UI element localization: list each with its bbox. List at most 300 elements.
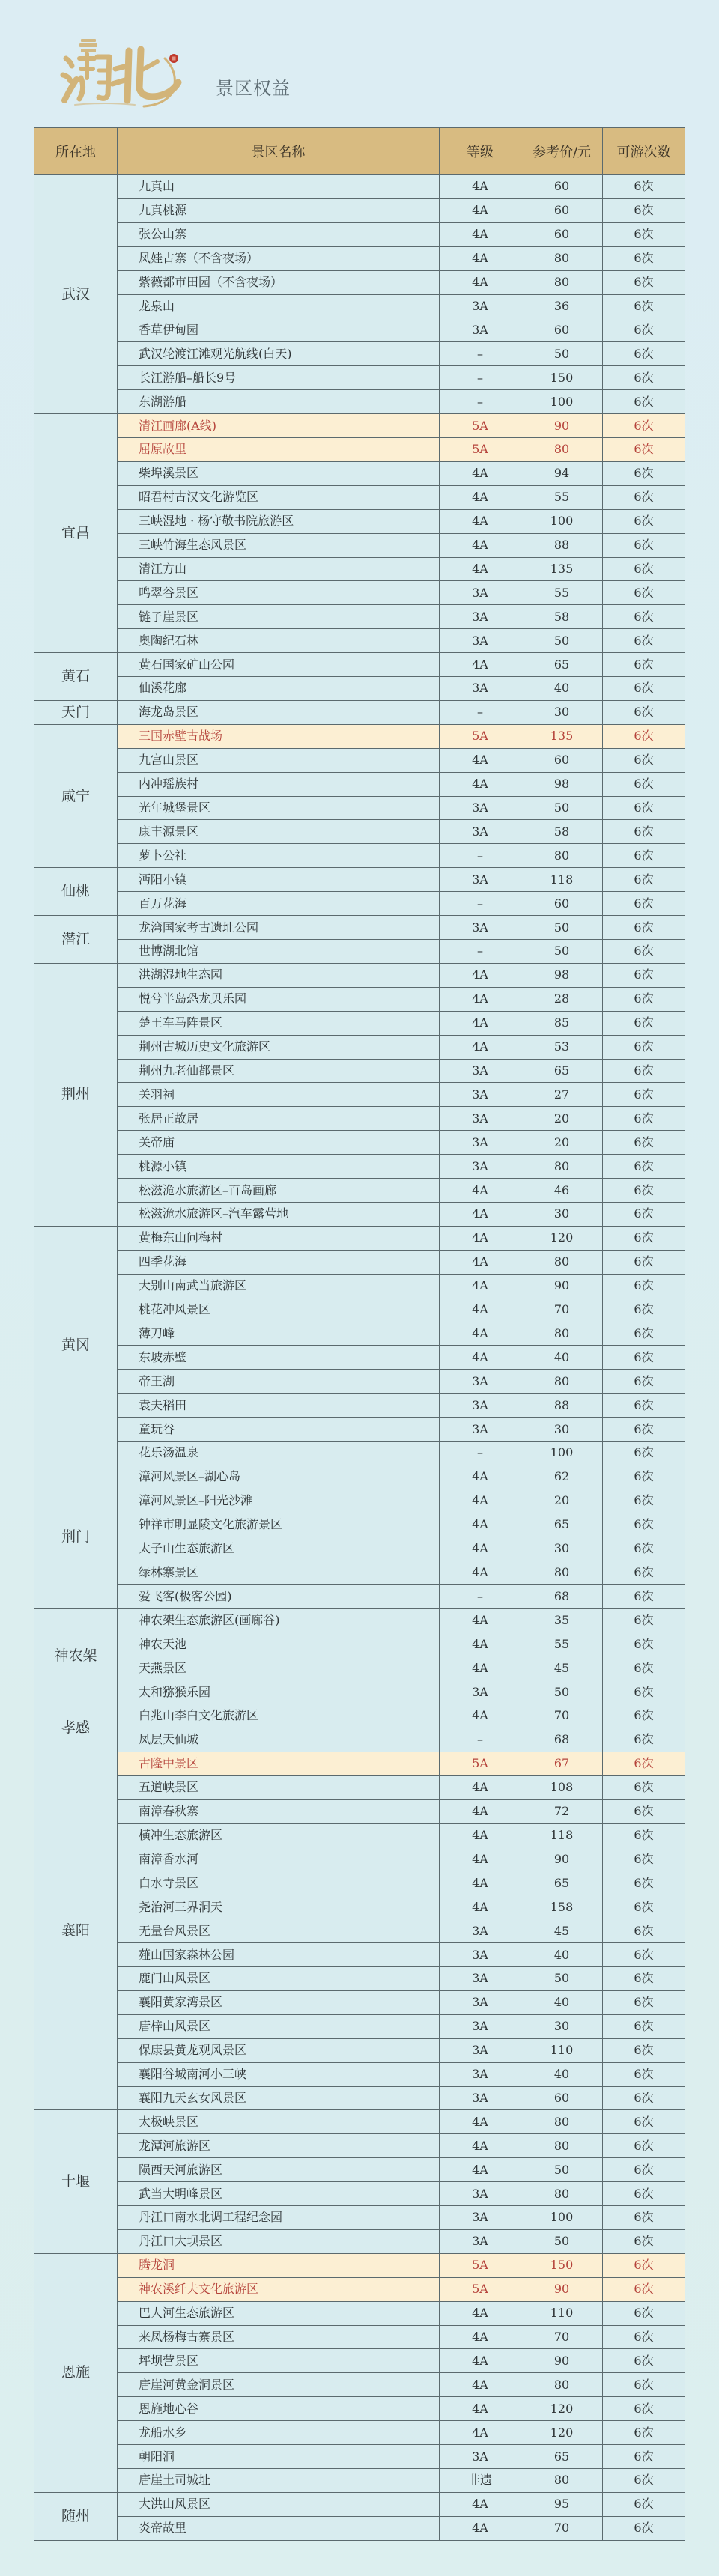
- visit-count-cell: 6次: [603, 2253, 685, 2277]
- scenic-name-cell: 天燕景区: [118, 1656, 440, 1680]
- level-cell: 3A: [440, 868, 521, 892]
- price-cell: 50: [521, 2229, 603, 2253]
- level-cell: 4A: [440, 1871, 521, 1895]
- visit-count-cell: 6次: [603, 509, 685, 533]
- level-cell: 4A: [440, 2397, 521, 2421]
- level-cell: 4A: [440, 653, 521, 677]
- scenic-name-cell: 黄石国家矿山公园: [118, 653, 440, 677]
- price-cell: 40: [521, 1990, 603, 2014]
- table-row: [34, 2134, 685, 2158]
- level-cell: 4A: [440, 1465, 521, 1489]
- table-row: [34, 868, 685, 892]
- price-cell: 50: [521, 1680, 603, 1704]
- visit-count-cell: 6次: [603, 1035, 685, 1059]
- price-cell: 65: [521, 2445, 603, 2469]
- scenic-name-cell: 神农天池: [118, 1632, 440, 1656]
- level-cell: –: [440, 1585, 521, 1609]
- level-cell: 3A: [440, 1131, 521, 1155]
- scenic-name-cell: 大洪山风景区: [118, 2492, 440, 2516]
- table-row: [34, 461, 685, 485]
- visit-count-cell: 6次: [603, 2038, 685, 2062]
- price-cell: 50: [521, 796, 603, 820]
- scenic-name-cell: 武当大明峰景区: [118, 2182, 440, 2206]
- price-cell: 80: [521, 1322, 603, 1346]
- price-cell: 94: [521, 461, 603, 485]
- price-cell: 30: [521, 2014, 603, 2038]
- level-cell: 3A: [440, 294, 521, 318]
- price-cell: 118: [521, 868, 603, 892]
- scenic-name-cell: 五道峡景区: [118, 1775, 440, 1799]
- visit-count-cell: 6次: [603, 1966, 685, 1990]
- hubei-calligraphy-logo: [60, 36, 207, 108]
- table-row: [34, 1322, 685, 1346]
- level-cell: 4A: [440, 1346, 521, 1370]
- table-row: [34, 1847, 685, 1871]
- level-cell: 4A: [440, 1298, 521, 1322]
- table-row: [34, 270, 685, 294]
- scenic-name-cell: 炎帝故里: [118, 2516, 440, 2540]
- table-row: [34, 1489, 685, 1513]
- visit-count-cell: 6次: [603, 653, 685, 677]
- price-cell: 50: [521, 916, 603, 940]
- level-cell: 4A: [440, 1775, 521, 1799]
- visit-count-cell: 6次: [603, 748, 685, 772]
- price-cell: 60: [521, 892, 603, 916]
- price-cell: 80: [521, 270, 603, 294]
- scenic-name-cell: 鸣翠谷景区: [118, 581, 440, 605]
- visit-count-cell: 6次: [603, 1775, 685, 1799]
- visit-count-cell: 6次: [603, 1728, 685, 1752]
- price-cell: 135: [521, 724, 603, 748]
- level-cell: 4A: [440, 557, 521, 581]
- scenic-name-cell: 东坡赤壁: [118, 1346, 440, 1370]
- scenic-name-cell: 张公山寨: [118, 222, 440, 246]
- scenic-name-cell: 悦兮半岛恐龙贝乐园: [118, 987, 440, 1011]
- level-cell: 3A: [440, 1370, 521, 1394]
- visit-count-cell: 6次: [603, 2206, 685, 2230]
- table-row: [34, 414, 685, 438]
- scenic-name-cell: 三峡湿地 · 杨守敬书院旅游区: [118, 509, 440, 533]
- scenic-name-cell: 屈原故里: [118, 437, 440, 461]
- price-cell: 135: [521, 557, 603, 581]
- scenic-name-cell: 紫薇都市田园（不含夜场）: [118, 270, 440, 294]
- level-cell: –: [440, 700, 521, 724]
- table-row: [34, 2253, 685, 2277]
- visit-count-cell: 6次: [603, 1919, 685, 1943]
- visit-count-cell: 6次: [603, 1442, 685, 1465]
- table-row: [34, 1585, 685, 1609]
- scenic-name-cell: 爱飞客(极客公园): [118, 1585, 440, 1609]
- price-cell: 60: [521, 2086, 603, 2110]
- scenic-name-cell: 巴人河生态旅游区: [118, 2301, 440, 2325]
- visit-count-cell: 6次: [603, 1632, 685, 1656]
- table-row: [34, 2206, 685, 2230]
- table-row: [34, 748, 685, 772]
- visit-count-cell: 6次: [603, 390, 685, 414]
- table-row: [34, 1561, 685, 1585]
- visit-count-cell: 6次: [603, 963, 685, 987]
- visit-count-cell: 6次: [603, 1823, 685, 1847]
- table-row: [34, 2421, 685, 2445]
- visit-count-cell: 6次: [603, 533, 685, 557]
- level-cell: –: [440, 366, 521, 390]
- table-row: [34, 1609, 685, 1632]
- visit-count-cell: 6次: [603, 1895, 685, 1919]
- table-row: [34, 820, 685, 844]
- visit-count-cell: 6次: [603, 796, 685, 820]
- level-cell: 4A: [440, 1489, 521, 1513]
- visit-count-cell: 6次: [603, 1250, 685, 1274]
- price-cell: 80: [521, 1370, 603, 1394]
- table-row: [34, 1752, 685, 1775]
- scenic-name-cell: 丹江口南水北调工程纪念园: [118, 2206, 440, 2230]
- price-cell: 120: [521, 2397, 603, 2421]
- table-row: [34, 1799, 685, 1823]
- price-cell: 98: [521, 963, 603, 987]
- table-row: [34, 700, 685, 724]
- table-row: [34, 1465, 685, 1489]
- level-cell: 4A: [440, 1035, 521, 1059]
- table-row: [34, 1202, 685, 1226]
- visit-count-cell: 6次: [603, 2397, 685, 2421]
- price-cell: 90: [521, 1274, 603, 1298]
- scenic-name-cell: 南漳春秋寨: [118, 1799, 440, 1823]
- level-cell: 5A: [440, 414, 521, 438]
- location-cell: 荆门: [34, 1465, 118, 1608]
- level-cell: 4A: [440, 963, 521, 987]
- price-cell: 80: [521, 2110, 603, 2134]
- level-cell: 3A: [440, 1394, 521, 1418]
- table-row: [34, 1226, 685, 1250]
- column-header-name: 景区名称: [118, 128, 440, 175]
- price-cell: 50: [521, 2158, 603, 2182]
- visit-count-cell: 6次: [603, 294, 685, 318]
- scenic-name-cell: 帝王湖: [118, 1370, 440, 1394]
- table-row: [34, 2373, 685, 2397]
- price-cell: 85: [521, 1011, 603, 1035]
- table-row: [34, 2229, 685, 2253]
- level-cell: 4A: [440, 1632, 521, 1656]
- visit-count-cell: 6次: [603, 1179, 685, 1203]
- scenic-name-cell: 薄刀峰: [118, 1322, 440, 1346]
- level-cell: 4A: [440, 2516, 521, 2540]
- visit-count-cell: 6次: [603, 2373, 685, 2397]
- visit-count-cell: 6次: [603, 2277, 685, 2301]
- table-row: [34, 796, 685, 820]
- table-row: [34, 2110, 685, 2134]
- price-cell: 30: [521, 1418, 603, 1442]
- price-cell: 40: [521, 1943, 603, 1967]
- scenic-name-cell: 钟祥市明显陵文化旅游景区: [118, 1513, 440, 1537]
- visit-count-cell: 6次: [603, 1799, 685, 1823]
- price-cell: 98: [521, 772, 603, 796]
- visit-count-cell: 6次: [603, 916, 685, 940]
- level-cell: 4A: [440, 461, 521, 485]
- price-cell: 65: [521, 1513, 603, 1537]
- scenic-name-cell: 陨西天河旅游区: [118, 2158, 440, 2182]
- price-cell: 118: [521, 1823, 603, 1847]
- scenic-name-cell: 仙溪花廊: [118, 677, 440, 701]
- visit-count-cell: 6次: [603, 175, 685, 199]
- scenic-name-cell: 昭君村古汉文化游览区: [118, 485, 440, 509]
- location-cell: 潜江: [34, 916, 118, 964]
- price-cell: 58: [521, 820, 603, 844]
- level-cell: 4A: [440, 246, 521, 270]
- visit-count-cell: 6次: [603, 2158, 685, 2182]
- scenic-name-cell: 楚王车马阵景区: [118, 1011, 440, 1035]
- visit-count-cell: 6次: [603, 940, 685, 964]
- location-cell: 随州: [34, 2492, 118, 2540]
- price-cell: 100: [521, 390, 603, 414]
- table-row: [34, 509, 685, 533]
- table-row: [34, 1919, 685, 1943]
- scenic-name-cell: 萝卜公社: [118, 844, 440, 868]
- table-row: [34, 366, 685, 390]
- table-row: [34, 1537, 685, 1561]
- scenic-name-cell: 光年城堡景区: [118, 796, 440, 820]
- level-cell: 4A: [440, 1250, 521, 1274]
- table-row: [34, 1442, 685, 1465]
- level-cell: 4A: [440, 1656, 521, 1680]
- visit-count-cell: 6次: [603, 342, 685, 366]
- table-row: [34, 1823, 685, 1847]
- scenic-name-cell: 恩施地心谷: [118, 2397, 440, 2421]
- price-cell: 68: [521, 1728, 603, 1752]
- table-row: [34, 2277, 685, 2301]
- price-cell: 60: [521, 175, 603, 199]
- visit-count-cell: 6次: [603, 2086, 685, 2110]
- visit-count-cell: 6次: [603, 1274, 685, 1298]
- scenic-name-cell: 荆州古城历史文化旅游区: [118, 1035, 440, 1059]
- level-cell: 3A: [440, 581, 521, 605]
- level-cell: 非遗: [440, 2469, 521, 2493]
- level-cell: 5A: [440, 724, 521, 748]
- visit-count-cell: 6次: [603, 1155, 685, 1179]
- table-row: [34, 581, 685, 605]
- table-row: [34, 198, 685, 222]
- location-cell: 十堰: [34, 2110, 118, 2253]
- scenic-name-cell: 漳河风景区–湖心岛: [118, 1465, 440, 1489]
- price-cell: 55: [521, 1632, 603, 1656]
- scenic-name-cell: 鹿门山风景区: [118, 1966, 440, 1990]
- visit-count-cell: 6次: [603, 1990, 685, 2014]
- scenic-name-cell: 凤层天仙城: [118, 1728, 440, 1752]
- visit-count-cell: 6次: [603, 1394, 685, 1418]
- location-cell: 孝感: [34, 1704, 118, 1752]
- table-row: [34, 2301, 685, 2325]
- level-cell: 4A: [440, 2134, 521, 2158]
- visit-count-cell: 6次: [603, 1131, 685, 1155]
- table-header: [34, 128, 685, 175]
- level-cell: 4A: [440, 2301, 521, 2325]
- visit-count-cell: 6次: [603, 581, 685, 605]
- scenic-name-cell: 襄阳谷城南河小三峡: [118, 2062, 440, 2086]
- scenic-name-cell: 桃源小镇: [118, 1155, 440, 1179]
- table-row: [34, 1632, 685, 1656]
- price-cell: 28: [521, 987, 603, 1011]
- table-row: [34, 1131, 685, 1155]
- table-row: [34, 987, 685, 1011]
- table-row: [34, 1155, 685, 1179]
- table-row: [34, 1728, 685, 1752]
- table-row: [34, 1656, 685, 1680]
- price-cell: 35: [521, 1609, 603, 1632]
- visit-count-cell: 6次: [603, 868, 685, 892]
- price-cell: 80: [521, 1155, 603, 1179]
- table-row: [34, 1083, 685, 1107]
- price-cell: 55: [521, 485, 603, 509]
- scenic-name-cell: 腾龙洞: [118, 2253, 440, 2277]
- location-cell: 荆州: [34, 963, 118, 1226]
- scenic-name-cell: 白水寺景区: [118, 1871, 440, 1895]
- table-row: [34, 1680, 685, 1704]
- table-row: [34, 2492, 685, 2516]
- level-cell: 4A: [440, 485, 521, 509]
- visit-count-cell: 6次: [603, 2110, 685, 2134]
- visit-count-cell: 6次: [603, 677, 685, 701]
- price-cell: 70: [521, 1704, 603, 1728]
- level-cell: 4A: [440, 1226, 521, 1250]
- table-row: [34, 1035, 685, 1059]
- price-cell: 120: [521, 1226, 603, 1250]
- price-cell: 40: [521, 677, 603, 701]
- scenic-name-cell: 三国赤壁古战场: [118, 724, 440, 748]
- table-row: [34, 1775, 685, 1799]
- scenic-name-cell: 关帝庙: [118, 1131, 440, 1155]
- visit-count-cell: 6次: [603, 1059, 685, 1083]
- table-row: [34, 2062, 685, 2086]
- price-cell: 88: [521, 533, 603, 557]
- visit-count-cell: 6次: [603, 1609, 685, 1632]
- table-row: [34, 2158, 685, 2182]
- scenic-name-cell: 关羽祠: [118, 1083, 440, 1107]
- scenic-name-cell: 花乐汤温泉: [118, 1442, 440, 1465]
- column-header-location: 所在地: [34, 128, 118, 175]
- visit-count-cell: 6次: [603, 1537, 685, 1561]
- price-cell: 150: [521, 366, 603, 390]
- visit-count-cell: 6次: [603, 1489, 685, 1513]
- scenic-name-cell: 来凤杨梅古寨景区: [118, 2325, 440, 2349]
- visit-count-cell: 6次: [603, 987, 685, 1011]
- visit-count-cell: 6次: [603, 2349, 685, 2373]
- location-cell: 咸宁: [34, 724, 118, 867]
- price-cell: 80: [521, 1561, 603, 1585]
- table-row: [34, 1418, 685, 1442]
- level-cell: 3A: [440, 1680, 521, 1704]
- column-header-level: 等级: [440, 128, 521, 175]
- level-cell: 3A: [440, 1966, 521, 1990]
- scenic-name-cell: 大别山南武当旅游区: [118, 1274, 440, 1298]
- price-cell: 100: [521, 1442, 603, 1465]
- level-cell: 4A: [440, 772, 521, 796]
- visit-count-cell: 6次: [603, 1465, 685, 1489]
- scenic-name-cell: 唐崖河黄金洞景区: [118, 2373, 440, 2397]
- scenic-name-cell: 龙泉山: [118, 294, 440, 318]
- level-cell: 3A: [440, 2206, 521, 2230]
- scenic-name-cell: 唐梓山风景区: [118, 2014, 440, 2038]
- table-row: [34, 2469, 685, 2493]
- level-cell: 3A: [440, 1107, 521, 1131]
- table-row: [34, 1011, 685, 1035]
- price-cell: 108: [521, 1775, 603, 1799]
- level-cell: 4A: [440, 1704, 521, 1728]
- level-cell: 3A: [440, 1919, 521, 1943]
- table-row: [34, 1107, 685, 1131]
- table-row: [34, 246, 685, 270]
- price-cell: 50: [521, 940, 603, 964]
- price-cell: 20: [521, 1131, 603, 1155]
- price-cell: 45: [521, 1656, 603, 1680]
- price-cell: 80: [521, 437, 603, 461]
- level-cell: 4A: [440, 1895, 521, 1919]
- column-header-count: 可游次数: [603, 128, 685, 175]
- scenic-name-cell: 张居正故居: [118, 1107, 440, 1131]
- visit-count-cell: 6次: [603, 1680, 685, 1704]
- price-cell: 50: [521, 1966, 603, 1990]
- level-cell: 3A: [440, 916, 521, 940]
- level-cell: 3A: [440, 1943, 521, 1967]
- level-cell: 3A: [440, 605, 521, 629]
- level-cell: 4A: [440, 2158, 521, 2182]
- visit-count-cell: 6次: [603, 629, 685, 653]
- level-cell: 4A: [440, 1322, 521, 1346]
- visit-count-cell: 6次: [603, 844, 685, 868]
- price-cell: 90: [521, 2349, 603, 2373]
- table-row: [34, 2349, 685, 2373]
- price-cell: 80: [521, 246, 603, 270]
- level-cell: 4A: [440, 1799, 521, 1823]
- scenic-name-cell: 世博湖北馆: [118, 940, 440, 964]
- table-row: [34, 940, 685, 964]
- table-row: [34, 1250, 685, 1274]
- table-row: [34, 653, 685, 677]
- table-row: [34, 175, 685, 199]
- level-cell: 4A: [440, 1513, 521, 1537]
- scenic-benefits-table: [34, 127, 685, 2541]
- visit-count-cell: 6次: [603, 2469, 685, 2493]
- table-row: [34, 1179, 685, 1203]
- visit-count-cell: 6次: [603, 414, 685, 438]
- scenic-name-cell: 唐崖土司城址: [118, 2469, 440, 2493]
- level-cell: 4A: [440, 270, 521, 294]
- table-body: [34, 175, 685, 2541]
- table-row: [34, 2182, 685, 2206]
- level-cell: 5A: [440, 437, 521, 461]
- table-row: [34, 485, 685, 509]
- visit-count-cell: 6次: [603, 2014, 685, 2038]
- column-header-price: 参考价/元: [521, 128, 603, 175]
- level-cell: 3A: [440, 2182, 521, 2206]
- level-cell: –: [440, 390, 521, 414]
- scenic-name-cell: 朝阳洞: [118, 2445, 440, 2469]
- scenic-name-cell: 桃花冲风景区: [118, 1298, 440, 1322]
- location-cell: 仙桃: [34, 868, 118, 916]
- price-cell: 46: [521, 1179, 603, 1203]
- level-cell: 4A: [440, 1537, 521, 1561]
- scenic-name-cell: 袁夫稻田: [118, 1394, 440, 1418]
- table-row: [34, 557, 685, 581]
- level-cell: 5A: [440, 2253, 521, 2277]
- price-cell: 70: [521, 1298, 603, 1322]
- scenic-name-cell: 白兆山李白文化旅游区: [118, 1704, 440, 1728]
- table-row: [34, 892, 685, 916]
- price-cell: 53: [521, 1035, 603, 1059]
- visit-count-cell: 6次: [603, 1346, 685, 1370]
- level-cell: 4A: [440, 2421, 521, 2445]
- table-row: [34, 1346, 685, 1370]
- scenic-name-cell: 尧治河三界洞天: [118, 1895, 440, 1919]
- scenic-name-cell: 古隆中景区: [118, 1752, 440, 1775]
